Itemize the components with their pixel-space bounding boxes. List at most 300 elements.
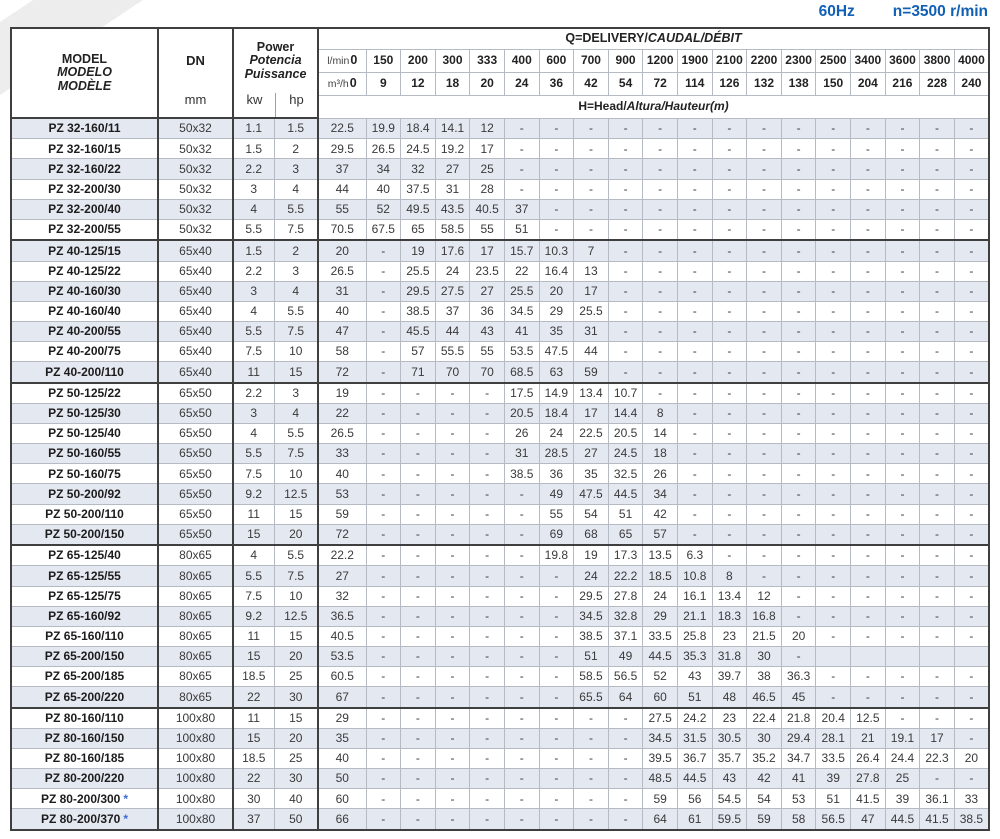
dn-cell: 80x65 xyxy=(158,586,233,606)
head-value-cell: - xyxy=(885,139,920,159)
head-value-cell: - xyxy=(885,281,920,301)
head-value-cell: 60 xyxy=(643,687,678,708)
head-value-cell: 20 xyxy=(781,626,816,646)
head-value-cell: 16.8 xyxy=(747,606,782,626)
head-value-cell: 36 xyxy=(470,301,505,321)
head-value-cell: 22.2 xyxy=(608,566,643,586)
head-value-cell: - xyxy=(366,321,401,341)
flow-m3h-col: 42 xyxy=(574,72,609,95)
hp-cell: 10 xyxy=(274,586,318,606)
head-value-cell: - xyxy=(747,566,782,586)
head-value-cell: 44.5 xyxy=(677,769,712,789)
head-value-cell: - xyxy=(851,342,886,362)
head-value-cell: 37.1 xyxy=(608,626,643,646)
model-cell xyxy=(11,159,158,179)
dn-cell: 65x40 xyxy=(158,301,233,321)
head-value-cell: 19.1 xyxy=(885,728,920,748)
head-value-cell: 26.5 xyxy=(366,139,401,159)
head-value-cell: 53 xyxy=(781,789,816,809)
head-value-cell: 12.5 xyxy=(851,708,886,729)
dn-cell: 100x80 xyxy=(158,769,233,789)
head-value-cell: 51 xyxy=(504,219,539,240)
dn-cell: 65x50 xyxy=(158,484,233,504)
flow-lmin-col: 2300 xyxy=(781,49,816,72)
head-value-cell: 59 xyxy=(318,504,366,524)
dn-cell: 80x65 xyxy=(158,687,233,708)
head-value-cell: - xyxy=(366,444,401,464)
head-value-cell: - xyxy=(539,566,574,586)
head-value-cell: - xyxy=(712,139,747,159)
lmin-unit-label: l/min xyxy=(327,54,350,67)
head-value-cell: 57 xyxy=(401,342,436,362)
head-value-cell: - xyxy=(504,545,539,566)
head-value-cell: - xyxy=(677,524,712,545)
head-value-cell: - xyxy=(608,199,643,219)
head-value-cell: 31 xyxy=(318,281,366,301)
head-value-cell: 27 xyxy=(318,566,366,586)
head-value-cell: 39 xyxy=(885,789,920,809)
head-value-cell: - xyxy=(885,240,920,261)
head-value-cell: - xyxy=(816,687,851,708)
head-value-cell: - xyxy=(851,586,886,606)
head-value-cell: - xyxy=(816,240,851,261)
head-value-cell: 22 xyxy=(318,403,366,423)
head-value-cell: 27.8 xyxy=(608,586,643,606)
head-value-cell: 12 xyxy=(470,118,505,139)
head-value-cell: - xyxy=(954,159,989,179)
hp-cell: 3 xyxy=(274,383,318,404)
flow-m3h-col: 9 xyxy=(366,72,401,95)
hp-unit-label: hp xyxy=(275,93,317,117)
head-value-cell: - xyxy=(574,728,609,748)
head-value-cell: 17.6 xyxy=(435,240,470,261)
head-value-cell: - xyxy=(851,199,886,219)
model-name: PZ 40-125/15 xyxy=(48,243,121,258)
head-value-cell: - xyxy=(470,809,505,830)
head-value-cell: - xyxy=(747,199,782,219)
head-value-cell: - xyxy=(851,240,886,261)
star-marker: * xyxy=(123,791,129,806)
head-value-cell: - xyxy=(504,728,539,748)
head-value-cell: - xyxy=(920,219,955,240)
head-value-cell: - xyxy=(712,484,747,504)
dn-cell: 65x40 xyxy=(158,362,233,383)
head-value-cell: - xyxy=(885,118,920,139)
head-value-cell: - xyxy=(954,524,989,545)
head-value-cell: 33 xyxy=(318,444,366,464)
head-value-cell: 27.5 xyxy=(435,281,470,301)
head-value-cell: 36 xyxy=(539,464,574,484)
model-cell xyxy=(11,321,158,341)
head-value-cell: - xyxy=(435,606,470,626)
head-value-cell: - xyxy=(401,464,436,484)
head-value-cell: 17.5 xyxy=(504,383,539,404)
table-row xyxy=(11,281,989,301)
flow-lmin-col: 3400 xyxy=(851,49,886,72)
dn-cell: 65x40 xyxy=(158,281,233,301)
model-name: PZ 50-200/110 xyxy=(45,506,124,521)
head-value-cell: - xyxy=(539,159,574,179)
kw-cell: 5.5 xyxy=(233,444,274,464)
head-value-cell: - xyxy=(781,159,816,179)
head-value-cell: - xyxy=(470,728,505,748)
table-row xyxy=(11,159,989,179)
head-value-cell: - xyxy=(920,403,955,423)
head-value-cell: - xyxy=(851,566,886,586)
head-value-cell: - xyxy=(954,586,989,606)
head-value-cell: - xyxy=(539,199,574,219)
head-value-cell: - xyxy=(816,321,851,341)
head-value-cell: - xyxy=(816,444,851,464)
model-cell xyxy=(11,342,158,362)
head-value-cell: 14.9 xyxy=(539,383,574,404)
dn-cell: 65x40 xyxy=(158,240,233,261)
head-value-cell: - xyxy=(643,240,678,261)
pump-table-sheet xyxy=(10,27,990,831)
dn-cell: 65x50 xyxy=(158,444,233,464)
head-value-cell: 59.5 xyxy=(712,809,747,830)
flow-lmin-col: 300 xyxy=(435,49,470,72)
flow-lmin-col: 600 xyxy=(539,49,574,72)
hp-cell: 7.5 xyxy=(274,321,318,341)
head-value-cell: - xyxy=(470,545,505,566)
head-value-cell: - xyxy=(954,383,989,404)
head-value-cell: 48.5 xyxy=(643,769,678,789)
head-value-cell: - xyxy=(920,261,955,281)
head-value-cell: - xyxy=(885,403,920,423)
head-value-cell: - xyxy=(401,728,436,748)
dn-cell: 80x65 xyxy=(158,545,233,566)
head-value-cell: - xyxy=(747,444,782,464)
model-name: PZ 40-200/55 xyxy=(48,324,121,339)
head-value-cell: - xyxy=(747,362,782,383)
flow-lmin-col: 333 xyxy=(470,49,505,72)
head-value-cell: - xyxy=(470,606,505,626)
head-value-cell: 24 xyxy=(643,586,678,606)
head-value-cell: 32 xyxy=(318,586,366,606)
head-value-cell: - xyxy=(781,199,816,219)
head-value-cell: - xyxy=(435,789,470,809)
head-value-cell: - xyxy=(885,261,920,281)
head-value-cell: 56.5 xyxy=(816,809,851,830)
pump-performance-table xyxy=(10,27,990,831)
head-value-cell: - xyxy=(885,606,920,626)
head-value-cell: - xyxy=(677,484,712,504)
head-value-cell: - xyxy=(747,383,782,404)
head-value-cell: - xyxy=(366,524,401,545)
head-value-cell: 12 xyxy=(747,586,782,606)
head-value-cell: - xyxy=(712,545,747,566)
model-name: PZ 65-125/40 xyxy=(48,548,121,563)
head-value-cell: 21.5 xyxy=(747,626,782,646)
head-value-cell: - xyxy=(747,545,782,566)
head-value-cell: - xyxy=(781,566,816,586)
head-value-cell: 70 xyxy=(435,362,470,383)
head-value-cell: - xyxy=(643,342,678,362)
hp-cell: 5.5 xyxy=(274,424,318,444)
flow-lmin-col: 200 xyxy=(401,49,436,72)
head-value-cell: 19.2 xyxy=(435,139,470,159)
dn-cell: 100x80 xyxy=(158,748,233,768)
model-name: PZ 80-160/150 xyxy=(44,731,125,746)
head-value-cell: - xyxy=(851,321,886,341)
head-value-cell: - xyxy=(539,809,574,830)
head-value-cell: - xyxy=(677,281,712,301)
head-value-cell: 25 xyxy=(885,769,920,789)
model-name: PZ 65-125/55 xyxy=(48,568,121,583)
table-row xyxy=(11,342,989,362)
head-value-cell: 38.5 xyxy=(504,464,539,484)
head-value-cell: - xyxy=(366,687,401,708)
head-value-cell: - xyxy=(747,424,782,444)
head-value-cell: 19.9 xyxy=(366,118,401,139)
head-value-cell: 22.3 xyxy=(920,748,955,768)
head-value-cell: - xyxy=(920,199,955,219)
head-title-en: H=Head/ xyxy=(578,99,627,114)
head-value-cell: 40 xyxy=(366,179,401,199)
head-value-cell: - xyxy=(851,139,886,159)
head-value-cell: - xyxy=(470,687,505,708)
head-value-cell: - xyxy=(608,708,643,729)
head-value-cell: - xyxy=(677,383,712,404)
head-value-cell: 10.8 xyxy=(677,566,712,586)
head-value-cell: - xyxy=(504,687,539,708)
model-cell xyxy=(11,504,158,524)
kw-cell: 11 xyxy=(233,626,274,646)
head-value-cell: 26.5 xyxy=(318,424,366,444)
dn-cell: 80x65 xyxy=(158,626,233,646)
head-value-cell: 36.1 xyxy=(920,789,955,809)
head-value-cell: - xyxy=(712,240,747,261)
head-value-cell: - xyxy=(954,139,989,159)
head-value-cell: - xyxy=(539,789,574,809)
head-value-cell: - xyxy=(920,687,955,708)
table-row xyxy=(11,118,989,139)
model-name: PZ 32-160/15 xyxy=(48,141,121,156)
head-value-cell: 19 xyxy=(318,383,366,404)
head-value-cell: - xyxy=(816,219,851,240)
head-value-cell: - xyxy=(539,769,574,789)
flow-m3h-col: 204 xyxy=(851,72,886,95)
head-value-cell: 34.5 xyxy=(504,301,539,321)
table-row xyxy=(11,362,989,383)
head-value-cell: 23.5 xyxy=(470,261,505,281)
head-value-cell: 13.4 xyxy=(574,383,609,404)
head-value-cell: - xyxy=(712,524,747,545)
flow-m3h-col: 114 xyxy=(677,72,712,95)
head-value-cell: - xyxy=(608,809,643,830)
head-value-cell xyxy=(920,646,955,666)
head-value-cell: 33.5 xyxy=(816,748,851,768)
head-value-cell: - xyxy=(574,219,609,240)
head-value-cell: - xyxy=(574,118,609,139)
head-value-cell: 37 xyxy=(318,159,366,179)
head-value-cell: - xyxy=(712,362,747,383)
head-value-cell: - xyxy=(677,261,712,281)
head-value-cell: 51 xyxy=(608,504,643,524)
head-value-cell: - xyxy=(816,484,851,504)
head-value-cell: 19.8 xyxy=(539,545,574,566)
head-value-cell: - xyxy=(470,748,505,768)
head-value-cell: - xyxy=(366,362,401,383)
table-row xyxy=(11,708,989,729)
head-value-cell: - xyxy=(539,728,574,748)
model-cell xyxy=(11,484,158,504)
model-header-fr: MODÈLE xyxy=(57,78,112,93)
head-value-cell: - xyxy=(608,281,643,301)
table-row xyxy=(11,769,989,789)
head-value-cell: 38.5 xyxy=(401,301,436,321)
head-value-cell: 22.4 xyxy=(747,708,782,729)
head-value-cell: - xyxy=(608,240,643,261)
head-value-cell: 67 xyxy=(318,687,366,708)
kw-cell: 5.5 xyxy=(233,321,274,341)
head-value-cell: - xyxy=(435,728,470,748)
head-value-cell: - xyxy=(781,240,816,261)
head-value-cell: 21.8 xyxy=(781,708,816,729)
hp-cell: 2 xyxy=(274,240,318,261)
head-value-cell: - xyxy=(401,524,436,545)
table-row xyxy=(11,545,989,566)
head-value-cell: - xyxy=(816,261,851,281)
model-cell xyxy=(11,281,158,301)
model-cell xyxy=(11,362,158,383)
model-cell xyxy=(11,383,158,404)
model-name: PZ 50-125/40 xyxy=(48,426,121,441)
head-value-cell: - xyxy=(747,118,782,139)
model-cell xyxy=(11,789,158,809)
head-value-cell: 44.5 xyxy=(643,646,678,666)
head-value-cell: 72 xyxy=(318,362,366,383)
head-value-cell: - xyxy=(747,139,782,159)
hp-cell: 7.5 xyxy=(274,219,318,240)
head-value-cell: - xyxy=(781,444,816,464)
head-value-cell: - xyxy=(504,159,539,179)
model-name: PZ 65-200/185 xyxy=(44,669,125,684)
table-row xyxy=(11,748,989,768)
head-value-cell: - xyxy=(643,383,678,404)
flow-m3h-zero-cell xyxy=(318,72,366,95)
hp-cell: 2 xyxy=(274,139,318,159)
power-units-row xyxy=(234,93,317,117)
dn-cell: 65x50 xyxy=(158,464,233,484)
kw-cell: 7.5 xyxy=(233,464,274,484)
head-value-cell: - xyxy=(781,464,816,484)
head-value-cell: - xyxy=(539,219,574,240)
hp-cell: 7.5 xyxy=(274,444,318,464)
head-value-cell: - xyxy=(954,219,989,240)
head-value-cell: 18.4 xyxy=(401,118,436,139)
kw-cell: 18.5 xyxy=(233,748,274,768)
flow-lmin-col: 3600 xyxy=(885,49,920,72)
head-value-cell: - xyxy=(954,444,989,464)
head-value-cell: - xyxy=(885,179,920,199)
head-value-cell: 31.8 xyxy=(712,646,747,666)
head-value-cell: - xyxy=(816,383,851,404)
head-value-cell: 49 xyxy=(539,484,574,504)
head-value-cell: 29.5 xyxy=(318,139,366,159)
flow-lmin-col: 2500 xyxy=(816,49,851,72)
head-value-cell: 59 xyxy=(643,789,678,809)
head-value-cell: - xyxy=(643,219,678,240)
head-value-cell: 19 xyxy=(574,545,609,566)
head-value-cell: - xyxy=(954,566,989,586)
head-value-cell: - xyxy=(470,403,505,423)
model-name: PZ 40-200/75 xyxy=(48,344,121,359)
head-value-cell: - xyxy=(366,586,401,606)
flow-m3h-col: 24 xyxy=(504,72,539,95)
kw-cell: 5.5 xyxy=(233,219,274,240)
head-value-cell: - xyxy=(851,118,886,139)
head-value-cell: - xyxy=(781,586,816,606)
head-value-cell: - xyxy=(712,179,747,199)
head-value-cell: 31 xyxy=(574,321,609,341)
head-value-cell: 7 xyxy=(574,240,609,261)
head-value-cell: - xyxy=(816,118,851,139)
model-name: PZ 65-125/75 xyxy=(48,588,121,603)
table-row xyxy=(11,240,989,261)
head-value-cell: 61 xyxy=(677,809,712,830)
head-value-cell: - xyxy=(747,179,782,199)
head-value-cell: - xyxy=(401,708,436,729)
dn-cell: 65x50 xyxy=(158,403,233,423)
head-value-cell: 33 xyxy=(954,789,989,809)
head-value-cell: - xyxy=(781,504,816,524)
head-value-cell: - xyxy=(885,464,920,484)
head-value-cell: - xyxy=(435,626,470,646)
dn-cell: 65x40 xyxy=(158,342,233,362)
model-cell xyxy=(11,261,158,281)
power-header-es: Potencia xyxy=(249,53,302,68)
head-value-cell: - xyxy=(816,281,851,301)
head-value-cell: 22.5 xyxy=(574,424,609,444)
head-value-cell: - xyxy=(747,159,782,179)
head-value-cell: 34.5 xyxy=(574,606,609,626)
kw-cell: 7.5 xyxy=(233,586,274,606)
table-row xyxy=(11,301,989,321)
head-value-cell: - xyxy=(677,301,712,321)
model-cell xyxy=(11,240,158,261)
head-value-cell: - xyxy=(435,667,470,687)
head-value-cell: - xyxy=(366,383,401,404)
head-value-cell: - xyxy=(539,586,574,606)
hp-cell: 15 xyxy=(274,708,318,729)
head-value-cell: - xyxy=(366,728,401,748)
dn-cell: 65x40 xyxy=(158,321,233,341)
head-value-cell: - xyxy=(885,424,920,444)
head-value-cell: 55 xyxy=(318,199,366,219)
dn-cell: 80x65 xyxy=(158,566,233,586)
head-value-cell: 40.5 xyxy=(318,626,366,646)
head-value-cell: - xyxy=(920,159,955,179)
head-value-cell: - xyxy=(366,667,401,687)
head-value-cell: - xyxy=(885,301,920,321)
head-value-cell: 43.5 xyxy=(435,199,470,219)
head-value-cell: 28 xyxy=(470,179,505,199)
head-value-cell: - xyxy=(574,159,609,179)
head-value-cell: - xyxy=(885,199,920,219)
head-value-cell: 38 xyxy=(747,667,782,687)
head-value-cell: 35 xyxy=(318,728,366,748)
head-value-cell: 40 xyxy=(318,748,366,768)
flow-m3h-col: 216 xyxy=(885,72,920,95)
hp-cell: 12.5 xyxy=(274,606,318,626)
head-value-cell: - xyxy=(677,118,712,139)
head-value-cell: - xyxy=(747,403,782,423)
head-value-cell: - xyxy=(470,504,505,524)
model-name: PZ 32-200/55 xyxy=(48,222,121,237)
kw-cell: 15 xyxy=(233,646,274,666)
